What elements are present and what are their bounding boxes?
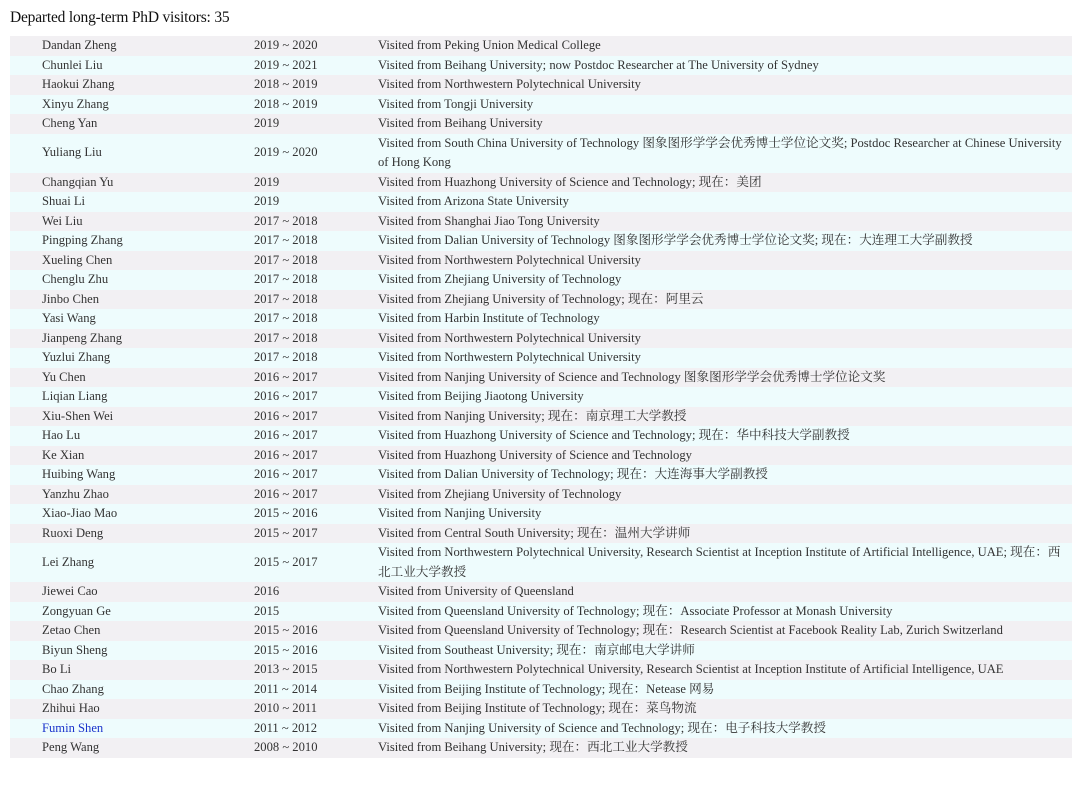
visitor-description: Visited from University of Queensland [378, 584, 574, 598]
table-row [10, 56, 1072, 76]
visitor-name-link[interactable]: Fumin Shen [42, 720, 104, 735]
visitor-description: Visited from Beihang University [378, 116, 543, 130]
table-row [10, 719, 1072, 739]
visitor-name: Cheng Yan [42, 116, 98, 130]
visitor-name: Haokui Zhang [42, 77, 115, 91]
table-row [10, 407, 1072, 427]
visitor-years: 2015 ~ 2016 [254, 642, 318, 657]
visitor-name: Xinyu Zhang [42, 96, 109, 111]
visitor-name: Wei Liu [42, 213, 83, 228]
section-title: Departed long-term PhD visitors: 35 [10, 9, 230, 26]
visitor-years: 2019 [254, 194, 280, 208]
visitor-description: Visited from Northwestern Polytechnical University [378, 77, 641, 91]
visitor-description: Visited from Northwestern Polytechnical University [378, 330, 641, 345]
visitor-name: Liqian Liang [42, 389, 108, 403]
visitor-name: Yuzlui Zhang [42, 350, 111, 364]
visitor-years: 2019 ~ 2021 [254, 57, 318, 72]
visitor-name: Dandan Zheng [42, 38, 117, 52]
visitor-name: Chao Zhang [42, 681, 104, 696]
visitor-years: 2017 ~ 2018 [254, 350, 318, 364]
table-row [10, 192, 1072, 212]
visitor-name: Xiao-Jiao Mao [42, 506, 118, 520]
table-row [10, 114, 1072, 134]
visitor-description: Visited from Nanjing University; 现在：南京理工大学教授 [378, 408, 687, 423]
visitor-years: 2019 [254, 174, 280, 189]
table-row [10, 231, 1072, 251]
visitor-description: Visited from Zhejiang University of Technology [378, 272, 622, 286]
table-row [10, 290, 1072, 310]
visitor-years: 2016 [254, 584, 280, 598]
visitor-description: Visited from Nanjing University of Science and Technology 图象图形学学会优秀博士学位论文奖 [378, 369, 886, 384]
visitor-years: 2019 [254, 116, 280, 130]
visitor-years: 2016 ~ 2017 [254, 447, 318, 462]
visitor-description: Visited from Southeast University; 现在：南京邮电大学讲师 [378, 642, 695, 657]
visitor-description: Visited from Peking Union Medical College [378, 38, 601, 52]
visitor-name: Zhihui Hao [42, 701, 100, 715]
visitor-description: Visited from Beihang University; 现在：西北工业大学教授 [378, 740, 688, 754]
visitor-years: 2017 ~ 2018 [254, 330, 318, 345]
table-row [10, 173, 1072, 193]
visitor-description: Visited from Beijing Jiaotong University [378, 389, 584, 403]
visitor-years: 2018 ~ 2019 [254, 96, 318, 111]
table-row [10, 504, 1072, 524]
visitor-years: 2016 ~ 2017 [254, 389, 318, 403]
visitor-name: Ruoxi Deng [42, 525, 104, 540]
visitor-name: Huibing Wang [42, 467, 116, 481]
visitor-description: Visited from Huazhong University of Science and Technology; 现在：美团 [378, 174, 762, 189]
visitor-years: 2017 ~ 2018 [254, 291, 318, 306]
table-row [10, 602, 1072, 622]
visitor-years: 2015 ~ 2016 [254, 623, 318, 637]
visitor-years: 2015 ~ 2016 [254, 506, 318, 520]
table-row [10, 134, 1072, 173]
visitor-description: Visited from Central South University; 现在：温州大学讲师 [378, 525, 691, 540]
visitor-name: Shuai Li [42, 194, 86, 208]
visitor-name: Yuliang Liu [42, 145, 102, 160]
visitor-name: Yu Chen [42, 369, 86, 384]
table-row [10, 641, 1072, 661]
table-row [10, 524, 1072, 544]
visitor-years: 2016 ~ 2017 [254, 428, 318, 442]
visitor-description: Visited from Nanjing University [378, 506, 542, 520]
visitor-name: Pingping Zhang [42, 233, 123, 247]
table-row [10, 270, 1072, 290]
visitor-years: 2015 ~ 2017 [254, 554, 318, 569]
visitor-years: 2016 ~ 2017 [254, 486, 318, 501]
visitor-description: Visited from Queensland University of Technology; 现在：Research Scientist at Facebook Reality Lab, Zurich Switzerland [378, 623, 1003, 637]
visitor-description: Visited from Shanghai Jiao Tong University [378, 213, 600, 228]
visitor-years: 2017 ~ 2018 [254, 213, 318, 228]
visitor-description: Visited from Dalian University of Technology 图象图形学学会优秀博士学位论文奖; 现在：大连理工大学副教授 [378, 233, 973, 247]
table-row [10, 465, 1072, 485]
visitor-description: Visited from Huazhong University of Science and Technology; 现在：华中科技大学副教授 [378, 428, 850, 442]
visitor-years: 2011 ~ 2014 [254, 681, 318, 696]
visitor-name: Chenglu Zhu [42, 272, 109, 286]
visitor-years: 2016 ~ 2017 [254, 369, 318, 384]
visitor-years: 2017 ~ 2018 [254, 311, 318, 325]
visitor-years: 2019 ~ 2020 [254, 38, 318, 52]
visitor-description: Visited from Nanjing University of Science and Technology; 现在：电子科技大学教授 [378, 720, 826, 735]
visitor-years: 2017 ~ 2018 [254, 252, 318, 267]
visitor-years: 2016 ~ 2017 [254, 467, 318, 481]
visitor-years: 2015 [254, 603, 280, 618]
table-row [10, 75, 1072, 95]
visitor-description: Visited from Arizona State University [378, 194, 569, 208]
visitor-description: Visited from Northwestern Polytechnical University [378, 252, 641, 267]
visitor-description: Visited from Tongji University [378, 96, 534, 111]
visitor-name: Zongyuan Ge [42, 603, 111, 618]
visitor-years: 2013 ~ 2015 [254, 662, 318, 676]
table-row [10, 485, 1072, 505]
visitor-name: Lei Zhang [42, 554, 95, 569]
table-row [10, 738, 1072, 758]
visitor-description: Visited from Beihang University; now Postdoc Researcher at The University of Sydney [378, 57, 819, 72]
table-row [10, 446, 1072, 466]
visitor-description: Visited from Huazhong University of Science and Technology [378, 447, 692, 462]
table-row [10, 212, 1072, 232]
table-row [10, 36, 1072, 56]
visitor-name: Biyun Sheng [42, 642, 108, 657]
visitor-name: Xiu-Shen Wei [42, 408, 114, 423]
table-row [10, 251, 1072, 271]
visitor-name: Changqian Yu [42, 174, 114, 189]
visitor-description: Visited from Beijing Institute of Technology; 现在：Netease 网易 [378, 681, 715, 696]
table-row [10, 426, 1072, 446]
table-row [10, 387, 1072, 407]
visitor-name: Yanzhu Zhao [42, 486, 109, 501]
table-row [10, 368, 1072, 388]
table-row [10, 95, 1072, 115]
visitors-table [10, 36, 1072, 758]
table-row [10, 680, 1072, 700]
visitor-years: 2010 ~ 2011 [254, 701, 318, 715]
visitor-description: Visited from Northwestern Polytechnical University, Research Scientist at Inception Institute of Artificial Intelligence, UAE; 现在：西北工业大学教授 [378, 545, 1061, 579]
visitor-years: 2018 ~ 2019 [254, 77, 318, 91]
visitor-name: Xueling Chen [42, 252, 113, 267]
visitor-years: 2011 ~ 2012 [254, 720, 318, 735]
visitor-name: Hao Lu [42, 428, 81, 442]
visitor-years: 2017 ~ 2018 [254, 272, 318, 286]
visitor-description: Visited from Harbin Institute of Technology [378, 311, 600, 325]
visitor-years: 2017 ~ 2018 [254, 233, 318, 247]
table-row [10, 621, 1072, 641]
visitor-years: 2019 ~ 2020 [254, 145, 318, 160]
visitor-name: Jiewei Cao [42, 584, 98, 598]
table-row [10, 543, 1072, 582]
table-row [10, 348, 1072, 368]
visitor-name: Peng Wang [42, 740, 100, 754]
visitor-name: Bo Li [42, 662, 72, 676]
visitor-name: Zetao Chen [42, 623, 101, 637]
visitor-description: Visited from Beijing Institute of Technology; 现在：菜鸟物流 [378, 701, 697, 715]
table-row [10, 582, 1072, 602]
visitor-name: Chunlei Liu [42, 57, 103, 72]
table-row [10, 660, 1072, 680]
visitor-years: 2016 ~ 2017 [254, 408, 318, 423]
visitor-description: Visited from Zhejiang University of Technology; 现在：阿里云 [378, 291, 704, 306]
visitor-description: Visited from Queensland University of Technology; 现在：Associate Professor at Monash University [378, 603, 893, 618]
visitor-name: Yasi Wang [42, 311, 96, 325]
visitor-name: Ke Xian [42, 447, 85, 462]
visitor-name: Jianpeng Zhang [42, 330, 123, 345]
visitor-description: Visited from Northwestern Polytechnical University [378, 350, 641, 364]
visitor-description: Visited from Northwestern Polytechnical University, Research Scientist at Inception Institute of Artificial Intelligence, UAE [378, 662, 1004, 676]
visitor-description: Visited from South China University of Technology 图象图形学学会优秀博士学位论文奖; Postdoc Researcher at Chinese University of Hong Kong [378, 135, 1062, 169]
visitor-description: Visited from Dalian University of Technology; 现在：大连海事大学副教授 [378, 467, 768, 481]
visitor-description: Visited from Zhejiang University of Technology [378, 486, 622, 501]
visitor-years: 2008 ~ 2010 [254, 740, 318, 754]
visitor-years: 2015 ~ 2017 [254, 525, 318, 540]
visitor-name: Jinbo Chen [42, 291, 100, 306]
table-row [10, 699, 1072, 719]
table-row [10, 309, 1072, 329]
table-row [10, 329, 1072, 349]
